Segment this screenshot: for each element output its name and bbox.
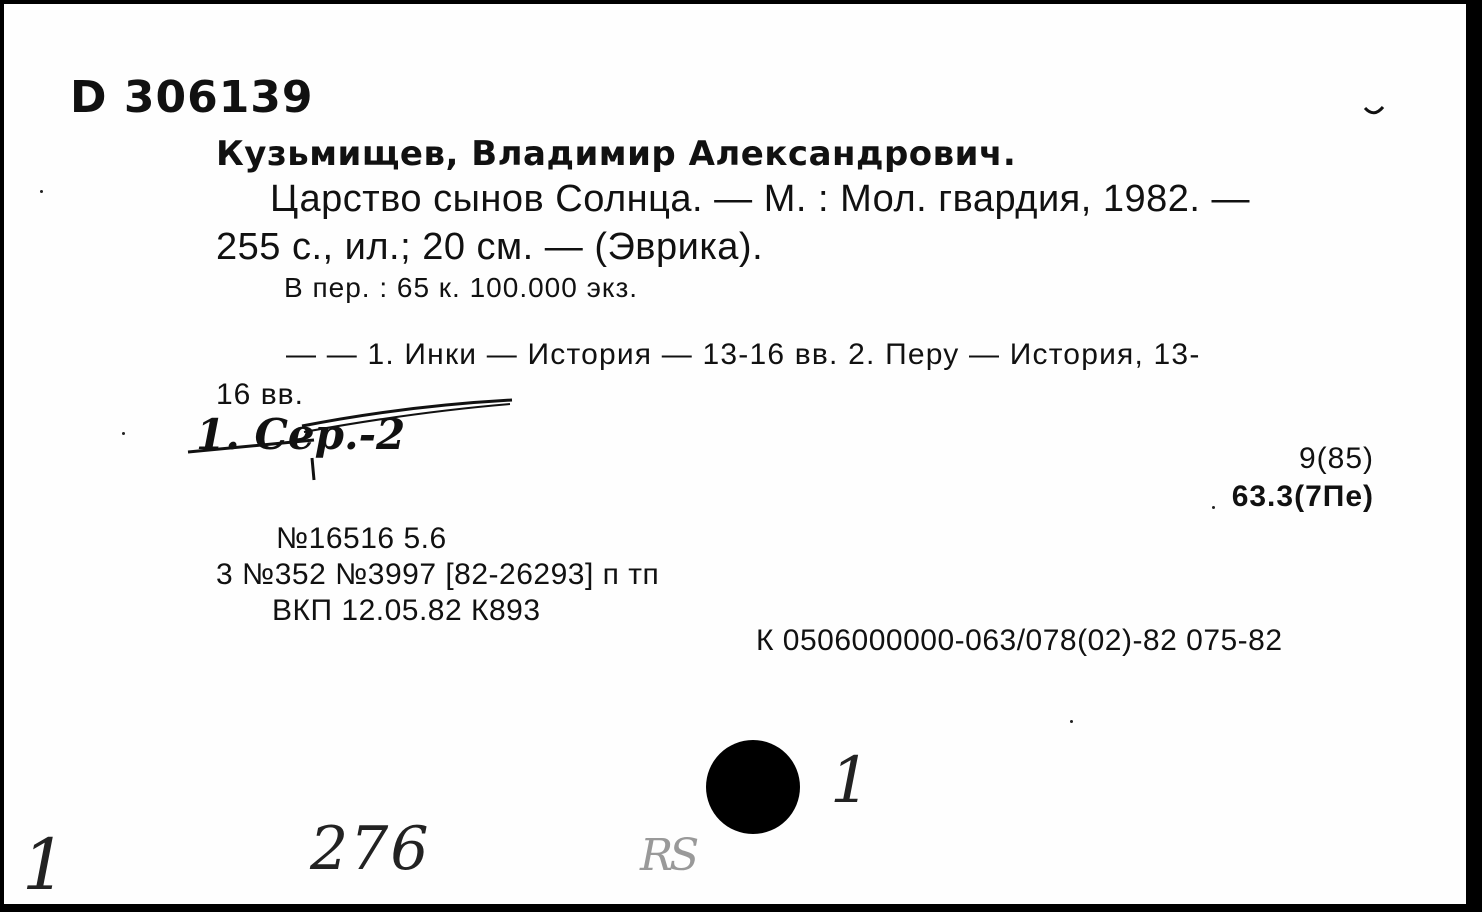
- struck-note-text: 1. Сер.-2: [196, 410, 406, 459]
- title-line-2: 255 с., ил.; 20 см. — (Эврика).: [216, 226, 764, 268]
- handwritten-mark-left: 1: [22, 824, 67, 904]
- punch-dot: [706, 740, 800, 834]
- struck-note: [184, 396, 524, 486]
- classification-code-1: 9(85): [1298, 442, 1374, 475]
- ink-speck: [40, 190, 43, 193]
- accession-stamp: D 306139: [70, 72, 314, 123]
- subjects-line-2: 16 вв.: [216, 378, 304, 411]
- handwritten-mark-right: 1: [830, 744, 871, 818]
- strike-lines: [184, 396, 524, 486]
- price-line: В пер. : 65 к. 100.000 экз.: [284, 272, 639, 303]
- subjects-line-1: — — 1. Инки — История — 13-16 вв. 2. Перу — История, 13-: [286, 338, 1201, 371]
- catalog-card: [4, 4, 1472, 904]
- title-line-1: Царство сынов Солнца. — М. : Мол. гвардия, 1982. —: [270, 178, 1251, 220]
- handwritten-initials: RS: [640, 830, 696, 881]
- handwritten-number: 276: [310, 814, 431, 884]
- number-line-3: ВКП 12.05.82 К893: [272, 594, 541, 627]
- classification-code-2: 63.3(7Пе): [1231, 480, 1374, 513]
- k-code: К 0506000000-063/078(02)-82 075-82: [756, 624, 1283, 657]
- breve-mark: [1362, 104, 1386, 118]
- number-line-2: 3 №352 №3997 [82-26293] п тп: [216, 558, 660, 591]
- ink-speck: [1070, 720, 1073, 723]
- ink-speck: [1212, 506, 1215, 509]
- number-line-1: №16516 5.6: [276, 522, 447, 555]
- author-heading: Кузьмищев, Владимир Александрович.: [216, 134, 1017, 174]
- ink-speck: [122, 432, 125, 435]
